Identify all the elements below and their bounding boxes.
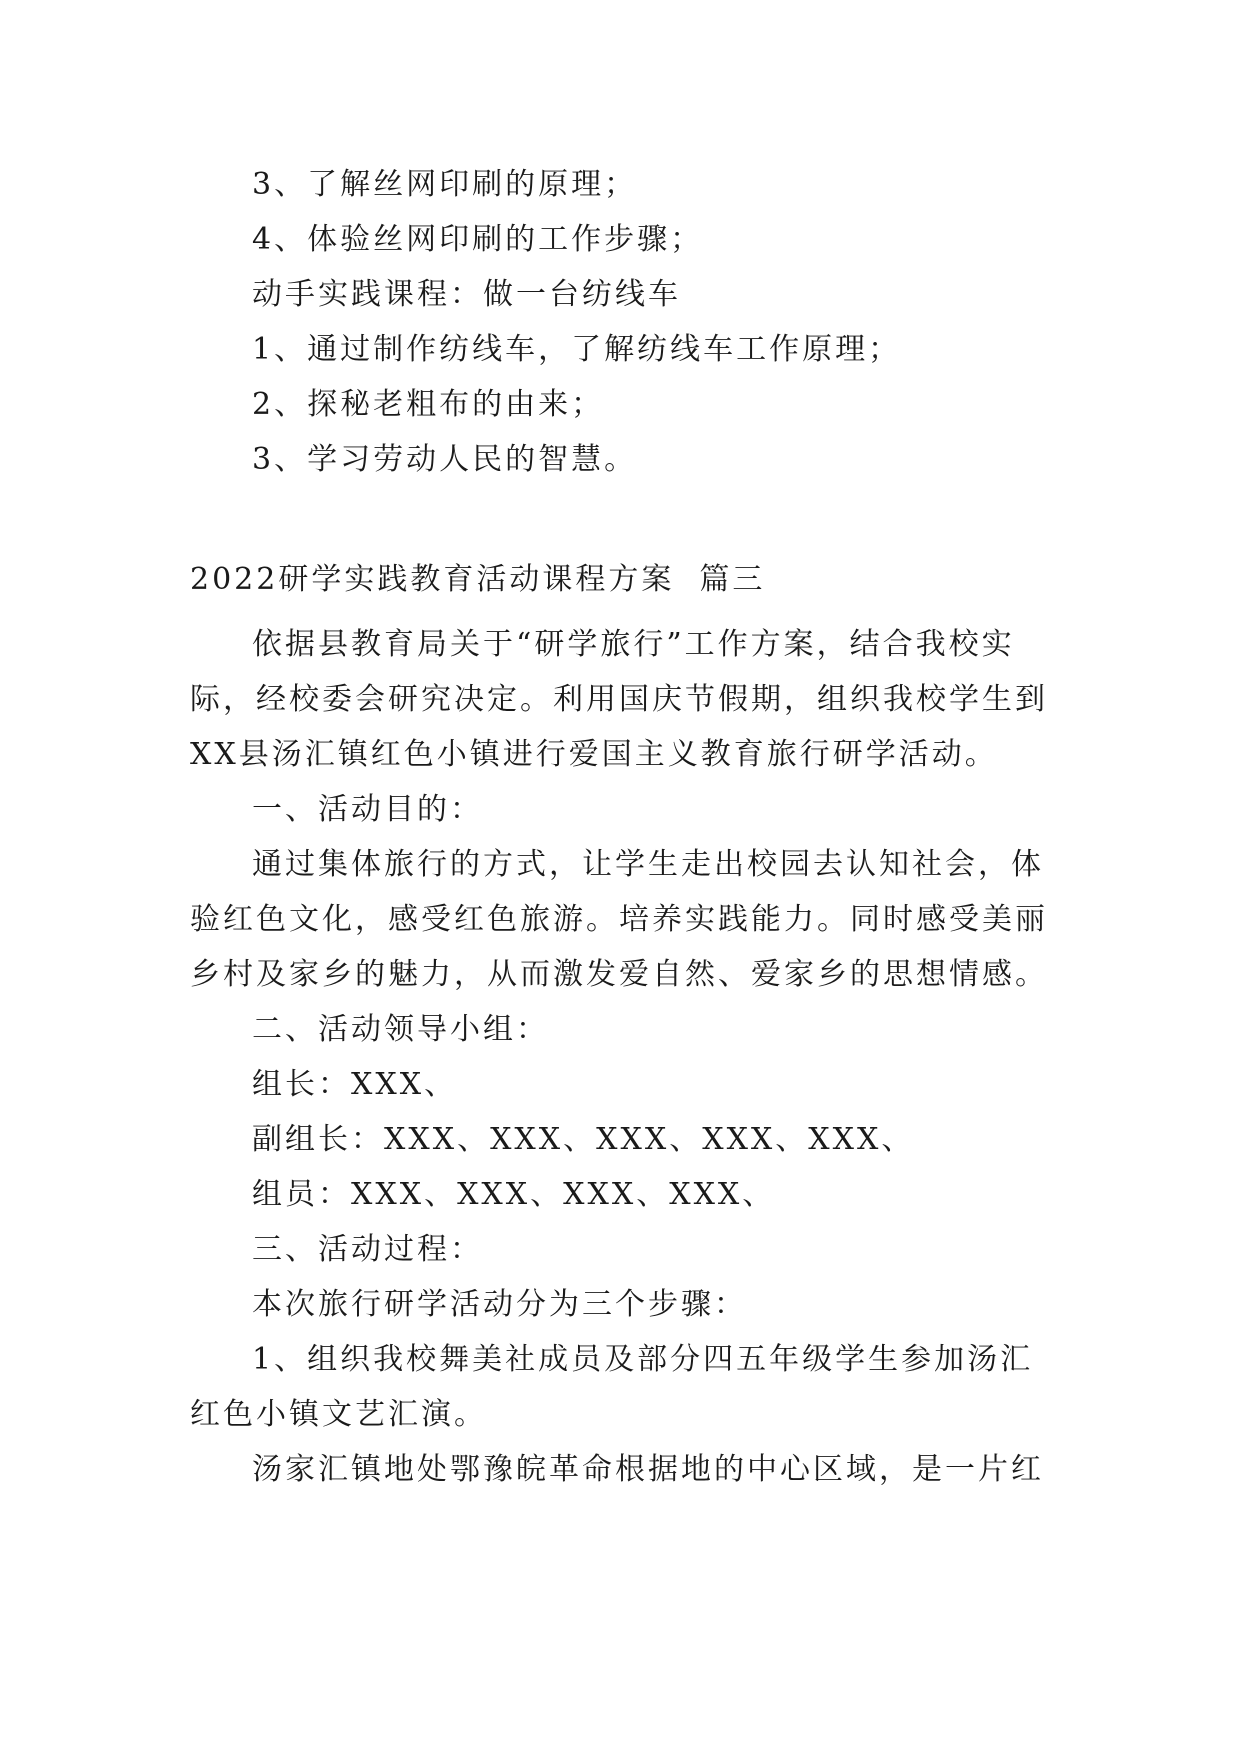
- text-line: 副组长：XXX、XXX、XXX、XXX、XXX、: [252, 1122, 915, 1157]
- section-title: 2022研学实践教育活动课程方案 篇三: [190, 562, 766, 597]
- text-line: 4、体验丝网印刷的工作步骤；: [252, 222, 704, 257]
- text-line: 一、活动目的：: [252, 792, 483, 827]
- text-line: 本次旅行研学活动分为三个步骤：: [252, 1287, 747, 1322]
- text-line: 三、活动过程：: [252, 1232, 483, 1267]
- text-line: 汤家汇镇地处鄂豫皖革命根据地的中心区域，是一片红: [252, 1452, 1044, 1487]
- text-line: 通过集体旅行的方式，让学生走出校园去认知社会，体: [252, 847, 1044, 882]
- text-line: 红色小镇文艺汇演。: [190, 1397, 487, 1432]
- text-line: 乡村及家乡的魅力，从而激发爱自然、爱家乡的思想情感。: [190, 957, 1048, 992]
- text-line: 1、通过制作纺线车，了解纺线车工作原理；: [252, 332, 902, 367]
- text-line: 依据县教育局关于“研学旅行”工作方案，结合我校实: [252, 627, 1015, 662]
- text-line: 际，经校委会研究决定。利用国庆节假期，组织我校学生到: [190, 682, 1048, 717]
- text-line: 3、学习劳动人民的智慧。: [252, 442, 638, 477]
- text-line: 二、活动领导小组：: [252, 1012, 549, 1047]
- text-line: 3、了解丝网印刷的原理；: [252, 167, 638, 202]
- text-line: 动手实践课程：做一台纺线车: [252, 277, 681, 312]
- text-line: 组员：XXX、XXX、XXX、XXX、: [252, 1177, 776, 1212]
- text-line: XX县汤汇镇红色小镇进行爱国主义教育旅行研学活动。: [190, 737, 998, 772]
- text-line: 1、组织我校舞美社成员及部分四五年级学生参加汤汇: [252, 1342, 1034, 1377]
- text-line: 验红色文化，感受红色旅游。培养实践能力。同时感受美丽: [190, 902, 1048, 937]
- text-line: 组长：XXX、: [252, 1067, 458, 1102]
- text-line: 2、探秘老粗布的由来；: [252, 387, 605, 422]
